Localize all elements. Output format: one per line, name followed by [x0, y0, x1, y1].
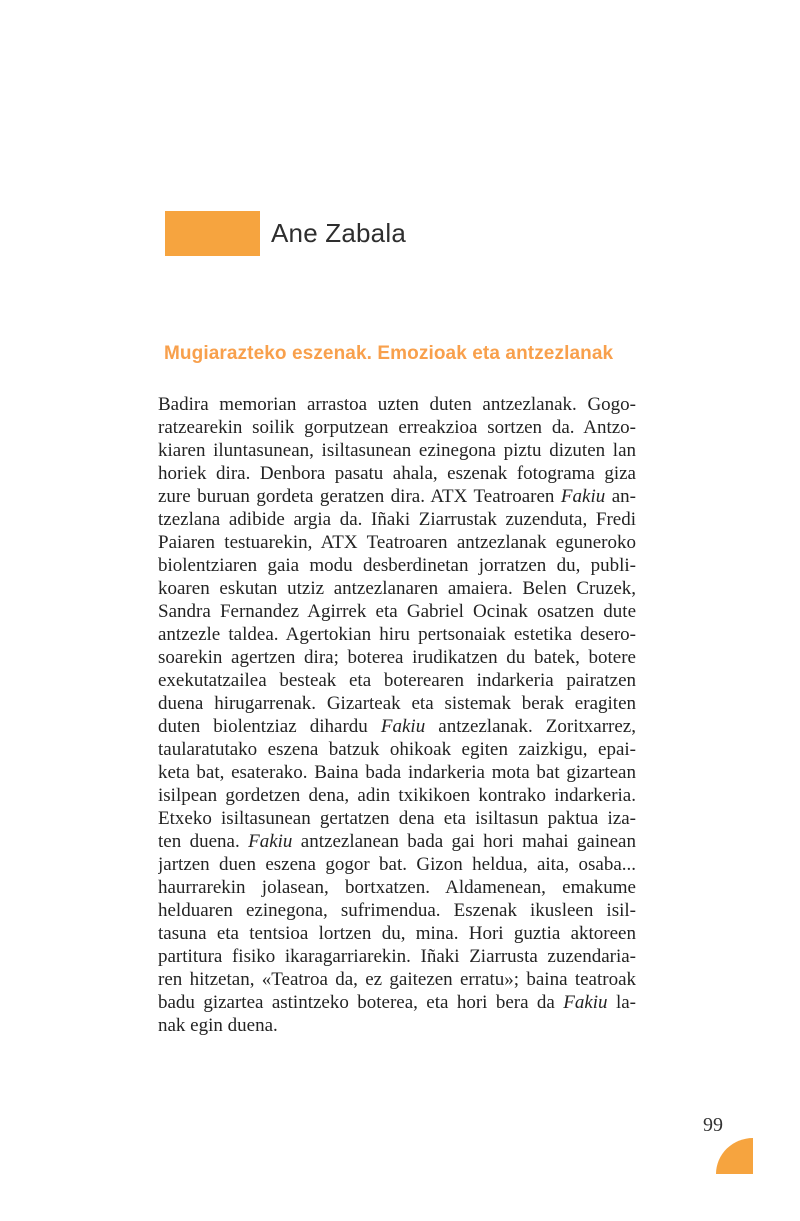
text-segment: tasuna eta tentsioa lortzen du, mina. Hori guztia aktoreen	[158, 923, 636, 944]
work-title-italic: Fakiu	[380, 716, 426, 737]
orange-rectangle-decoration	[165, 211, 260, 256]
text-segment: tzezlana adibide argia da. Iñaki Ziarrustak zuzenduta, Fredi	[158, 509, 636, 530]
body-line	[158, 600, 636, 623]
author-block	[165, 211, 406, 256]
body-line	[158, 899, 636, 922]
text-segment: duena hirugarrenak. Gizarteak eta sistemak berak eragiten	[158, 693, 636, 714]
text-segment: koaren eskutan utziz antzezlanaren amaiera. Belen Cruzek,	[158, 578, 636, 599]
text-segment: Badira memorian arrastoa uzten duten antzezlanak. Gogo-	[158, 394, 636, 415]
body-line	[158, 439, 636, 462]
body-line	[158, 715, 636, 738]
page-number: 99	[703, 1114, 723, 1136]
corner-quarter-circle-decoration	[716, 1138, 753, 1174]
body-line	[158, 853, 636, 876]
text-segment: soarekin agertzen dira; boterea irudikatzen du batek, botere	[158, 647, 636, 668]
body-line	[158, 531, 636, 554]
body-line	[158, 922, 636, 945]
body-line	[158, 1014, 636, 1037]
article-heading: Mugiarazteko eszenak. Emozioak eta antzezlanak	[164, 343, 614, 364]
text-segment: helduaren ezinegona, sufrimendua. Eszenak ikusleen isil-	[158, 900, 636, 921]
text-segment: antzezlanean bada gai hori mahai gainean	[292, 831, 636, 852]
text-segment: ten duena.	[158, 831, 249, 852]
text-segment: antzezlanak. Zoritxarrez,	[425, 716, 636, 737]
body-line	[158, 692, 636, 715]
text-segment: ratzearekin soilik gorputzean erreakzioa sortzen da. Antzo-	[158, 417, 636, 438]
body-line	[158, 968, 636, 991]
author-name: Ane Zabala	[271, 218, 406, 248]
text-segment: haurrarekin jolasean, bortxatzen. Aldamenean, emakume	[158, 877, 636, 898]
text-segment: biolentziaren gaia modu desberdinetan jorratzen du, publi-	[158, 555, 636, 576]
body-line	[158, 462, 636, 485]
text-segment: Etxeko isiltasunean gertatzen dena eta isiltasun paktua iza-	[158, 808, 636, 829]
text-segment: la-	[607, 992, 636, 1013]
text-segment: exekutatzailea besteak eta boterearen indarkeria pairatzen	[158, 670, 636, 691]
body-line	[158, 508, 636, 531]
text-segment: an-	[605, 486, 636, 507]
text-segment: kiaren iluntasunean, isiltasunean ezinegona piztu dizuten lan	[158, 440, 636, 461]
text-segment: Paiaren testuarekin, ATX Teatroaren antzezlanak eguneroko	[158, 532, 636, 553]
body-line	[158, 945, 636, 968]
text-segment: taularatutako eszena batzuk ohikoak egiten zaizkigu, epai-	[158, 739, 636, 760]
text-segment: Sandra Fernandez Agirrek eta Gabriel Ocinak osatzen dute	[158, 601, 636, 622]
body-line	[158, 784, 636, 807]
text-segment: badu gizartea astintzeko boterea, eta hori bera da	[158, 992, 564, 1013]
body-line	[158, 646, 636, 669]
body-line	[158, 669, 636, 692]
body-line	[158, 554, 636, 577]
text-segment: isilpean gordetzen dena, adin txikikoen kontrako indarkeria.	[158, 785, 636, 806]
body-line	[158, 416, 636, 439]
body-line	[158, 991, 636, 1014]
body-line	[158, 393, 636, 416]
text-segment: jartzen duen eszena gogor bat. Gizon heldua, aita, osaba...	[158, 854, 636, 875]
work-title-italic: Fakiu	[560, 486, 606, 507]
body-line	[158, 485, 636, 508]
body-line	[158, 761, 636, 784]
text-segment: ren hitzetan, «Teatroa da, ez gaitezen erratu»; baina teatroak	[158, 969, 636, 990]
text-segment: antzezle taldea. Agertokian hiru pertsonaiak estetika desero-	[158, 624, 636, 645]
text-segment: keta bat, esaterako. Baina bada indarkeria mota bat gizartean	[158, 762, 636, 783]
text-segment: nak egin duena.	[158, 1015, 278, 1036]
body-text	[158, 393, 636, 1037]
work-title-italic: Fakiu	[563, 992, 608, 1013]
body-line	[158, 738, 636, 761]
text-segment: duten biolentziaz dihardu	[158, 716, 381, 737]
body-line	[158, 623, 636, 646]
work-title-italic: Fakiu	[248, 831, 293, 852]
body-line	[158, 830, 636, 853]
text-segment: horiek dira. Denbora pasatu ahala, eszenak fotograma giza	[158, 463, 636, 484]
body-line	[158, 807, 636, 830]
body-line	[158, 577, 636, 600]
body-line	[158, 876, 636, 899]
text-segment: partitura fisiko ikaragarriarekin. Iñaki Ziarrusta zuzendaria-	[158, 946, 636, 967]
text-segment: zure buruan gordeta geratzen dira. ATX Teatroaren	[158, 486, 561, 507]
